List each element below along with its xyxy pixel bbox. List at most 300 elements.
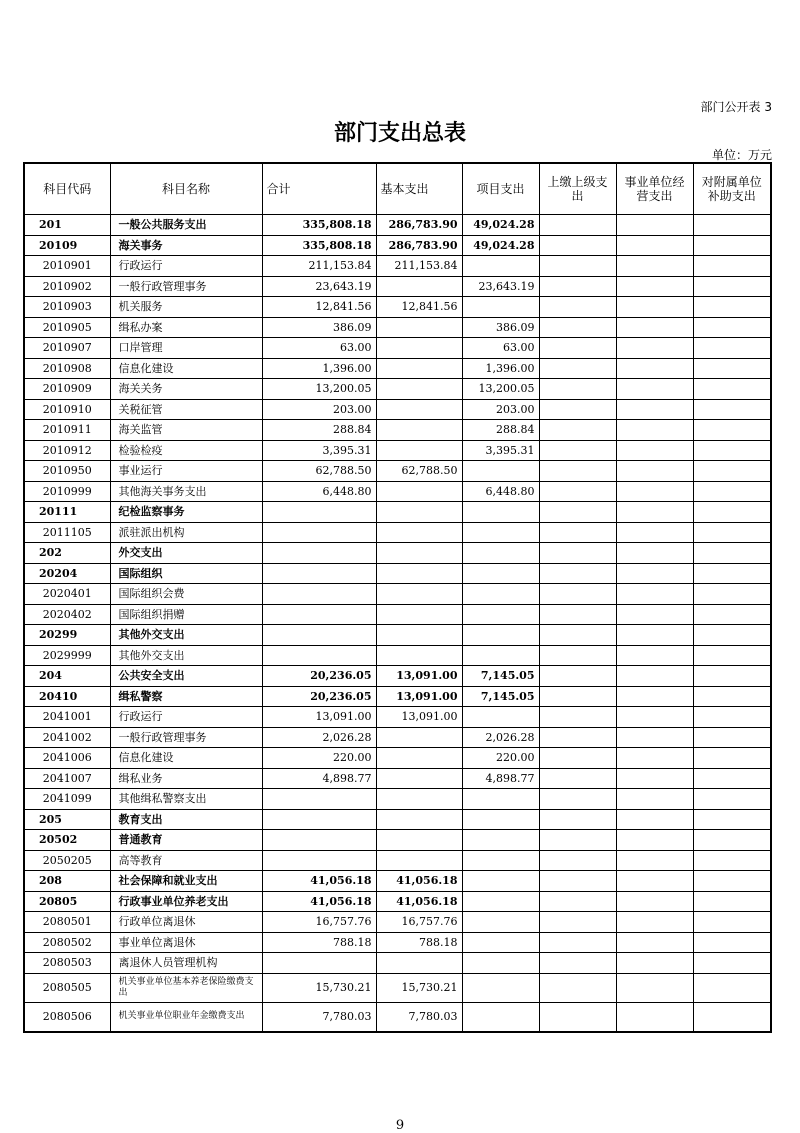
cell-code: 208 (24, 871, 110, 892)
cell-project: 13,200.05 (462, 379, 539, 400)
cell-remit (539, 563, 616, 584)
cell-basic (376, 850, 462, 871)
cell-code: 201 (24, 215, 110, 236)
cell-remit (539, 830, 616, 851)
cell-subsidy (693, 809, 771, 830)
cell-basic: 16,757.76 (376, 912, 462, 933)
cell-total (262, 830, 376, 851)
cell-total: 20,236.05 (262, 666, 376, 687)
cell-subsidy (693, 973, 771, 1002)
cell-total (262, 809, 376, 830)
cell-remit (539, 789, 616, 810)
cell-remit (539, 686, 616, 707)
cell-code: 2020401 (24, 584, 110, 605)
table-row (24, 338, 771, 359)
col-header-operation: 事业单位经营支出 (616, 163, 693, 215)
cell-remit (539, 645, 616, 666)
cell-name: 海关关务 (110, 379, 262, 400)
cell-basic (376, 727, 462, 748)
table-row (24, 481, 771, 502)
cell-code: 2041002 (24, 727, 110, 748)
cell-total (262, 625, 376, 646)
cell-name: 事业运行 (110, 461, 262, 482)
cell-total: 220.00 (262, 748, 376, 769)
table-row (24, 686, 771, 707)
table-row (24, 584, 771, 605)
col-header-total: 合计 (262, 163, 376, 215)
cell-total: 63.00 (262, 338, 376, 359)
cell-basic: 788.18 (376, 932, 462, 953)
cell-name: 离退休人员管理机构 (110, 953, 262, 974)
cell-basic (376, 809, 462, 830)
cell-project: 6,448.80 (462, 481, 539, 502)
cell-total: 23,643.19 (262, 276, 376, 297)
col-header-name: 科目名称 (110, 163, 262, 215)
cell-project: 63.00 (462, 338, 539, 359)
cell-basic (376, 625, 462, 646)
cell-remit (539, 379, 616, 400)
cell-operation (616, 830, 693, 851)
table-row (24, 912, 771, 933)
cell-subsidy (693, 604, 771, 625)
cell-subsidy (693, 830, 771, 851)
table-row (24, 317, 771, 338)
cell-project: 7,145.05 (462, 686, 539, 707)
cell-code: 2010950 (24, 461, 110, 482)
cell-subsidy (693, 543, 771, 564)
cell-subsidy (693, 297, 771, 318)
table-body (24, 215, 771, 1032)
cell-remit (539, 768, 616, 789)
cell-basic (376, 748, 462, 769)
table-row (24, 871, 771, 892)
cell-name: 一般行政管理事务 (110, 276, 262, 297)
table-row (24, 1002, 771, 1032)
cell-code: 2010905 (24, 317, 110, 338)
cell-total (262, 522, 376, 543)
cell-remit (539, 297, 616, 318)
cell-basic (376, 440, 462, 461)
cell-remit (539, 604, 616, 625)
cell-subsidy (693, 379, 771, 400)
cell-operation (616, 235, 693, 256)
cell-name: 其他海关事务支出 (110, 481, 262, 502)
cell-subsidy (693, 932, 771, 953)
cell-code: 2010912 (24, 440, 110, 461)
cell-remit (539, 809, 616, 830)
cell-project (462, 953, 539, 974)
cell-name: 一般公共服务支出 (110, 215, 262, 236)
table-row (24, 399, 771, 420)
cell-operation (616, 973, 693, 1002)
cell-operation (616, 502, 693, 523)
cell-total (262, 645, 376, 666)
cell-name: 事业单位离退休 (110, 932, 262, 953)
cell-subsidy (693, 871, 771, 892)
cell-project (462, 871, 539, 892)
cell-operation (616, 543, 693, 564)
table-row (24, 932, 771, 953)
cell-total: 211,153.84 (262, 256, 376, 277)
table-row (24, 420, 771, 441)
cell-basic (376, 522, 462, 543)
cell-remit (539, 543, 616, 564)
cell-basic: 286,783.90 (376, 215, 462, 236)
cell-basic (376, 604, 462, 625)
cell-name: 国际组织会费 (110, 584, 262, 605)
cell-operation (616, 440, 693, 461)
cell-operation (616, 666, 693, 687)
cell-code: 2041001 (24, 707, 110, 728)
col-header-subsidy: 对附属单位补助支出 (693, 163, 771, 215)
cell-operation (616, 932, 693, 953)
table-row (24, 645, 771, 666)
cell-operation (616, 256, 693, 277)
cell-total: 6,448.80 (262, 481, 376, 502)
cell-project (462, 543, 539, 564)
cell-basic (376, 502, 462, 523)
cell-total: 288.84 (262, 420, 376, 441)
table-row (24, 830, 771, 851)
cell-remit (539, 748, 616, 769)
cell-basic (376, 276, 462, 297)
cell-operation (616, 563, 693, 584)
cell-remit (539, 973, 616, 1002)
cell-total: 788.18 (262, 932, 376, 953)
cell-operation (616, 871, 693, 892)
cell-name: 国际组织捐赠 (110, 604, 262, 625)
cell-project (462, 912, 539, 933)
table-row (24, 379, 771, 400)
cell-code: 20109 (24, 235, 110, 256)
cell-total: 41,056.18 (262, 871, 376, 892)
cell-remit (539, 850, 616, 871)
table-row (24, 440, 771, 461)
cell-total: 13,091.00 (262, 707, 376, 728)
cell-project: 288.84 (462, 420, 539, 441)
cell-basic: 7,780.03 (376, 1002, 462, 1032)
cell-code: 205 (24, 809, 110, 830)
cell-subsidy (693, 584, 771, 605)
cell-project: 3,395.31 (462, 440, 539, 461)
cell-code: 2010902 (24, 276, 110, 297)
page-number: 9 (395, 1118, 405, 1133)
header-row (24, 163, 771, 215)
cell-subsidy (693, 789, 771, 810)
cell-project (462, 891, 539, 912)
cell-total: 4,898.77 (262, 768, 376, 789)
cell-subsidy (693, 748, 771, 769)
cell-name: 普通教育 (110, 830, 262, 851)
cell-remit (539, 399, 616, 420)
cell-operation (616, 789, 693, 810)
cell-remit (539, 912, 616, 933)
cell-project: 1,396.00 (462, 358, 539, 379)
cell-total: 335,808.18 (262, 215, 376, 236)
cell-project (462, 830, 539, 851)
cell-name: 派驻派出机构 (110, 522, 262, 543)
cell-subsidy (693, 420, 771, 441)
cell-project (462, 297, 539, 318)
cell-subsidy (693, 686, 771, 707)
table-row (24, 276, 771, 297)
cell-remit (539, 932, 616, 953)
table-row (24, 563, 771, 584)
cell-remit (539, 707, 616, 728)
table-row (24, 666, 771, 687)
cell-project: 386.09 (462, 317, 539, 338)
cell-basic: 41,056.18 (376, 871, 462, 892)
cell-project: 220.00 (462, 748, 539, 769)
cell-name: 机关服务 (110, 297, 262, 318)
cell-code: 20299 (24, 625, 110, 646)
cell-subsidy (693, 707, 771, 728)
cell-name: 其他外交支出 (110, 625, 262, 646)
cell-basic: 13,091.00 (376, 707, 462, 728)
cell-code: 2041007 (24, 768, 110, 789)
cell-subsidy (693, 768, 771, 789)
table-row (24, 707, 771, 728)
cell-project: 23,643.19 (462, 276, 539, 297)
cell-total: 1,396.00 (262, 358, 376, 379)
cell-total: 16,757.76 (262, 912, 376, 933)
cell-code: 2010999 (24, 481, 110, 502)
table-row (24, 522, 771, 543)
cell-basic (376, 584, 462, 605)
cell-subsidy (693, 235, 771, 256)
cell-remit (539, 276, 616, 297)
col-header-code: 科目代码 (24, 163, 110, 215)
cell-operation (616, 891, 693, 912)
expenditure-table (23, 162, 772, 1033)
cell-total: 12,841.56 (262, 297, 376, 318)
cell-total: 41,056.18 (262, 891, 376, 912)
cell-name: 信息化建设 (110, 358, 262, 379)
cell-basic (376, 399, 462, 420)
cell-total: 2,026.28 (262, 727, 376, 748)
table-row (24, 215, 771, 236)
table-row (24, 625, 771, 646)
cell-code: 20410 (24, 686, 110, 707)
cell-code: 2010901 (24, 256, 110, 277)
table-tag: 部门公开表 3 (700, 100, 772, 114)
cell-project (462, 604, 539, 625)
col-header-remit: 上缴上级支出 (539, 163, 616, 215)
cell-subsidy (693, 891, 771, 912)
cell-subsidy (693, 953, 771, 974)
cell-total (262, 953, 376, 974)
cell-total (262, 563, 376, 584)
cell-code: 2041099 (24, 789, 110, 810)
cell-code: 2080502 (24, 932, 110, 953)
cell-subsidy (693, 502, 771, 523)
cell-operation (616, 399, 693, 420)
cell-code: 2010909 (24, 379, 110, 400)
cell-operation (616, 584, 693, 605)
cell-remit (539, 215, 616, 236)
cell-basic (376, 563, 462, 584)
cell-operation (616, 420, 693, 441)
table-row (24, 256, 771, 277)
cell-name: 行政单位离退休 (110, 912, 262, 933)
cell-subsidy (693, 461, 771, 482)
cell-remit (539, 953, 616, 974)
cell-subsidy (693, 522, 771, 543)
cell-remit (539, 440, 616, 461)
cell-name: 机关事业单位职业年金缴费支出 (110, 1002, 262, 1032)
cell-basic: 62,788.50 (376, 461, 462, 482)
cell-subsidy (693, 481, 771, 502)
cell-subsidy (693, 317, 771, 338)
cell-subsidy (693, 358, 771, 379)
cell-basic (376, 338, 462, 359)
cell-total (262, 543, 376, 564)
cell-remit (539, 666, 616, 687)
cell-operation (616, 297, 693, 318)
cell-total: 15,730.21 (262, 973, 376, 1002)
cell-operation (616, 912, 693, 933)
cell-operation (616, 481, 693, 502)
cell-operation (616, 727, 693, 748)
cell-code: 2050205 (24, 850, 110, 871)
cell-code: 2011105 (24, 522, 110, 543)
cell-operation (616, 317, 693, 338)
table-row (24, 604, 771, 625)
cell-remit (539, 461, 616, 482)
cell-basic (376, 645, 462, 666)
cell-subsidy (693, 666, 771, 687)
cell-code: 2010908 (24, 358, 110, 379)
cell-code: 2080505 (24, 973, 110, 1002)
cell-basic: 286,783.90 (376, 235, 462, 256)
table-row (24, 809, 771, 830)
cell-name: 缉私警察 (110, 686, 262, 707)
cell-subsidy (693, 256, 771, 277)
cell-operation (616, 686, 693, 707)
cell-project: 203.00 (462, 399, 539, 420)
cell-operation (616, 768, 693, 789)
cell-code: 2020402 (24, 604, 110, 625)
table-row (24, 973, 771, 1002)
cell-project (462, 645, 539, 666)
table-row (24, 297, 771, 318)
cell-basic: 41,056.18 (376, 891, 462, 912)
cell-basic (376, 358, 462, 379)
cell-code: 2080501 (24, 912, 110, 933)
cell-basic: 13,091.00 (376, 666, 462, 687)
cell-project (462, 973, 539, 1002)
cell-code: 2080503 (24, 953, 110, 974)
cell-subsidy (693, 563, 771, 584)
cell-total: 20,236.05 (262, 686, 376, 707)
col-header-project: 项目支出 (462, 163, 539, 215)
table-row (24, 461, 771, 482)
cell-operation (616, 625, 693, 646)
cell-name: 行政运行 (110, 256, 262, 277)
cell-name: 缉私业务 (110, 768, 262, 789)
cell-name: 其他外交支出 (110, 645, 262, 666)
cell-total: 203.00 (262, 399, 376, 420)
cell-name: 海关监管 (110, 420, 262, 441)
cell-name: 其他缉私警察支出 (110, 789, 262, 810)
cell-basic (376, 317, 462, 338)
cell-basic (376, 420, 462, 441)
cell-name: 社会保障和就业支出 (110, 871, 262, 892)
cell-remit (539, 317, 616, 338)
cell-operation (616, 809, 693, 830)
table-row (24, 850, 771, 871)
cell-basic (376, 789, 462, 810)
cell-basic: 13,091.00 (376, 686, 462, 707)
cell-code: 2010903 (24, 297, 110, 318)
cell-basic (376, 830, 462, 851)
cell-code: 2029999 (24, 645, 110, 666)
cell-project (462, 809, 539, 830)
cell-project (462, 563, 539, 584)
cell-code: 2010910 (24, 399, 110, 420)
cell-name: 机关事业单位基本养老保险缴费支出 (110, 973, 262, 1002)
table-row (24, 727, 771, 748)
cell-name: 外交支出 (110, 543, 262, 564)
cell-name: 口岸管理 (110, 338, 262, 359)
cell-remit (539, 522, 616, 543)
cell-total: 62,788.50 (262, 461, 376, 482)
cell-code: 2041006 (24, 748, 110, 769)
cell-total (262, 584, 376, 605)
table-row (24, 502, 771, 523)
unit-label: 单位：万元 (711, 148, 772, 162)
cell-project (462, 850, 539, 871)
cell-project: 49,024.28 (462, 215, 539, 236)
cell-subsidy (693, 399, 771, 420)
cell-code: 20502 (24, 830, 110, 851)
cell-subsidy (693, 625, 771, 646)
cell-remit (539, 420, 616, 441)
cell-total: 3,395.31 (262, 440, 376, 461)
cell-operation (616, 358, 693, 379)
cell-operation (616, 276, 693, 297)
cell-project (462, 789, 539, 810)
table-row (24, 891, 771, 912)
cell-remit (539, 1002, 616, 1032)
cell-name: 一般行政管理事务 (110, 727, 262, 748)
cell-remit (539, 871, 616, 892)
cell-basic: 211,153.84 (376, 256, 462, 277)
cell-operation (616, 215, 693, 236)
cell-operation (616, 461, 693, 482)
cell-remit (539, 625, 616, 646)
cell-remit (539, 235, 616, 256)
cell-code: 20111 (24, 502, 110, 523)
cell-operation (616, 707, 693, 728)
cell-remit (539, 256, 616, 277)
cell-name: 缉私办案 (110, 317, 262, 338)
table-row (24, 543, 771, 564)
cell-operation (616, 645, 693, 666)
cell-basic (376, 543, 462, 564)
cell-subsidy (693, 1002, 771, 1032)
cell-project (462, 522, 539, 543)
cell-project (462, 256, 539, 277)
cell-operation (616, 379, 693, 400)
cell-name: 海关事务 (110, 235, 262, 256)
cell-remit (539, 338, 616, 359)
cell-project (462, 932, 539, 953)
cell-remit (539, 358, 616, 379)
cell-project (462, 502, 539, 523)
cell-subsidy (693, 727, 771, 748)
cell-basic: 15,730.21 (376, 973, 462, 1002)
